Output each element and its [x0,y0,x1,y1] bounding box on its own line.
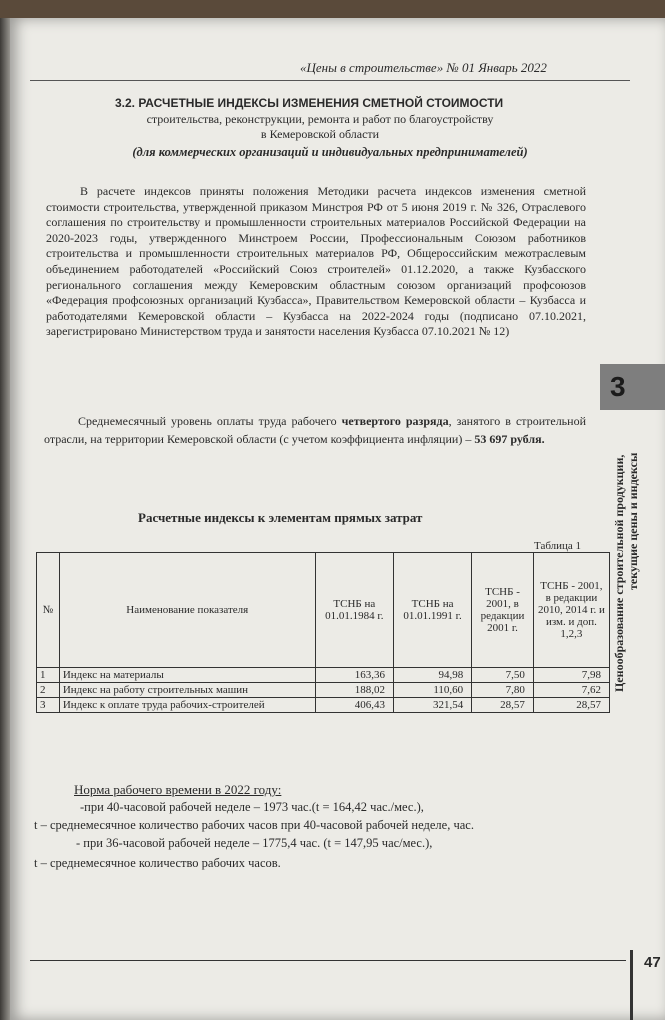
wage-amount: 53 697 рубля. [474,432,545,446]
row-name: Индекс на работу строительных машин [59,683,315,698]
margin-bar [630,950,633,1020]
bottom-rule [30,960,626,961]
row-value-1984: 163,36 [315,668,393,683]
subtitle-line-3: (для коммерческих организаций и индивидуальных предпринимателей) [132,145,528,159]
side-text-line-2: текущие цены и индексы [626,452,640,590]
row-value-2001: 7,50 [472,668,534,683]
row-value-2010: 7,62 [533,683,609,698]
row-name: Индекс к оплате труда рабочих-строителей [59,698,315,713]
section-subtitle [60,112,580,142]
wage-text-2: , занятого в строительной отрасли, на территории Кемеровской области (с учетом коэффициента инфляции) – [44,414,586,446]
row-name: Индекс на материалы [59,668,315,683]
side-chapter-title [596,420,660,690]
header-name: Наименование показателя [59,553,315,668]
row-value-1984: 188,02 [315,683,393,698]
row-value-1991: 321,54 [393,698,471,713]
row-value-1984: 406,43 [315,698,393,713]
row-number: 2 [37,683,60,698]
table-row [37,668,610,683]
index-table [36,552,610,713]
row-number: 1 [37,668,60,683]
table-label: Таблица 1 [534,540,582,552]
subtitle-line-1: строительства, реконструкции, ремонта и работ по благоустройству [146,112,494,126]
table-title: Расчетные индексы к элементам прямых затрат [138,510,423,525]
header-1984: ТСНБ на 01.01.1984 г. [315,553,393,668]
norm-line-40h-note: t – среднемесячное количество рабочих часов при 40-часовой рабочей неделе, час. [34,818,474,832]
norm-line-40h: -при 40-часовой рабочей неделе – 1973 час.(t = 164,42 час./мес.), [80,800,424,814]
table-row [37,683,610,698]
row-value-2001: 7,80 [472,683,534,698]
header-1991: ТСНБ на 01.01.1991 г. [393,553,471,668]
row-value-2001: 28,57 [472,698,534,713]
table-row [37,698,610,713]
header-2010: ТСНБ - 2001, в редакции 2010, 2014 г. и изм. и доп. 1,2,3 [533,553,609,668]
side-text-line-1: Ценообразование строительной продукции, [612,454,626,692]
row-value-2010: 28,57 [533,698,609,713]
paragraph-wage [44,412,586,448]
chapter-tab: 3 [600,364,665,410]
running-header: «Цены в строительстве» № 01 Январь 2022 [300,60,547,75]
wage-grade: четвертого разряда [341,414,449,428]
norm-title: Норма рабочего времени в 2022 году: [74,782,282,797]
header-number: № [37,553,60,668]
section-title: 3.2. РАСЧЕТНЫЕ ИНДЕКСЫ ИЗМЕНЕНИЯ СМЕТНОЙ СТОИМОСТИ [115,96,504,110]
row-value-1991: 94,98 [393,668,471,683]
page-number: 47 [644,954,661,971]
table-header-row [37,553,610,668]
subtitle-line-2: в Кемеровской области [260,127,380,141]
header-2001: ТСНБ - 2001, в редакции 2001 г. [472,553,534,668]
header-rule [30,80,630,81]
row-value-2010: 7,98 [533,668,609,683]
row-number: 3 [37,698,60,713]
norm-line-36h-note: t – среднемесячное количество рабочих часов. [34,856,281,870]
wage-text-1: Среднемесячный уровень оплаты труда рабочего [78,414,342,428]
row-value-1991: 110,60 [393,683,471,698]
paragraph-methodology: В расчете индексов приняты положения Методики расчета индексов изменения сметной стоимости строительства, утвержденной приказом Минстроя РФ от 5 июня 2019 г. № 326, Отраслевого соглашения по строительству и промышленности строительных материалов Российской Федерации на 2020-2023 годы, утвержденного Минстроем России, Профессиональным Союзом работников строительства и промышленности строительных материалов РФ, Общероссийским межотраслевым объединением работодателей «Российский Союз строителей» 01.12.2020, а также Кузбасского регионального соглашения между Кемеровским областным союзом организаций профсоюзов «Федерация профсоюзных организаций Кузбасса», Правительством Кемеровской области – Кузбасса и работодателями Кемеровской области – Кузбасса на 2022-2024 годы (подписано 07.10.2021, зарегистрировано Министерством труда и занятости населения Кузбасса 07.10.2021 № 12) [46,184,586,339]
norm-line-36h: - при 36-часовой рабочей неделе – 1775,4 час. (t = 147,95 час/мес.), [76,836,433,850]
